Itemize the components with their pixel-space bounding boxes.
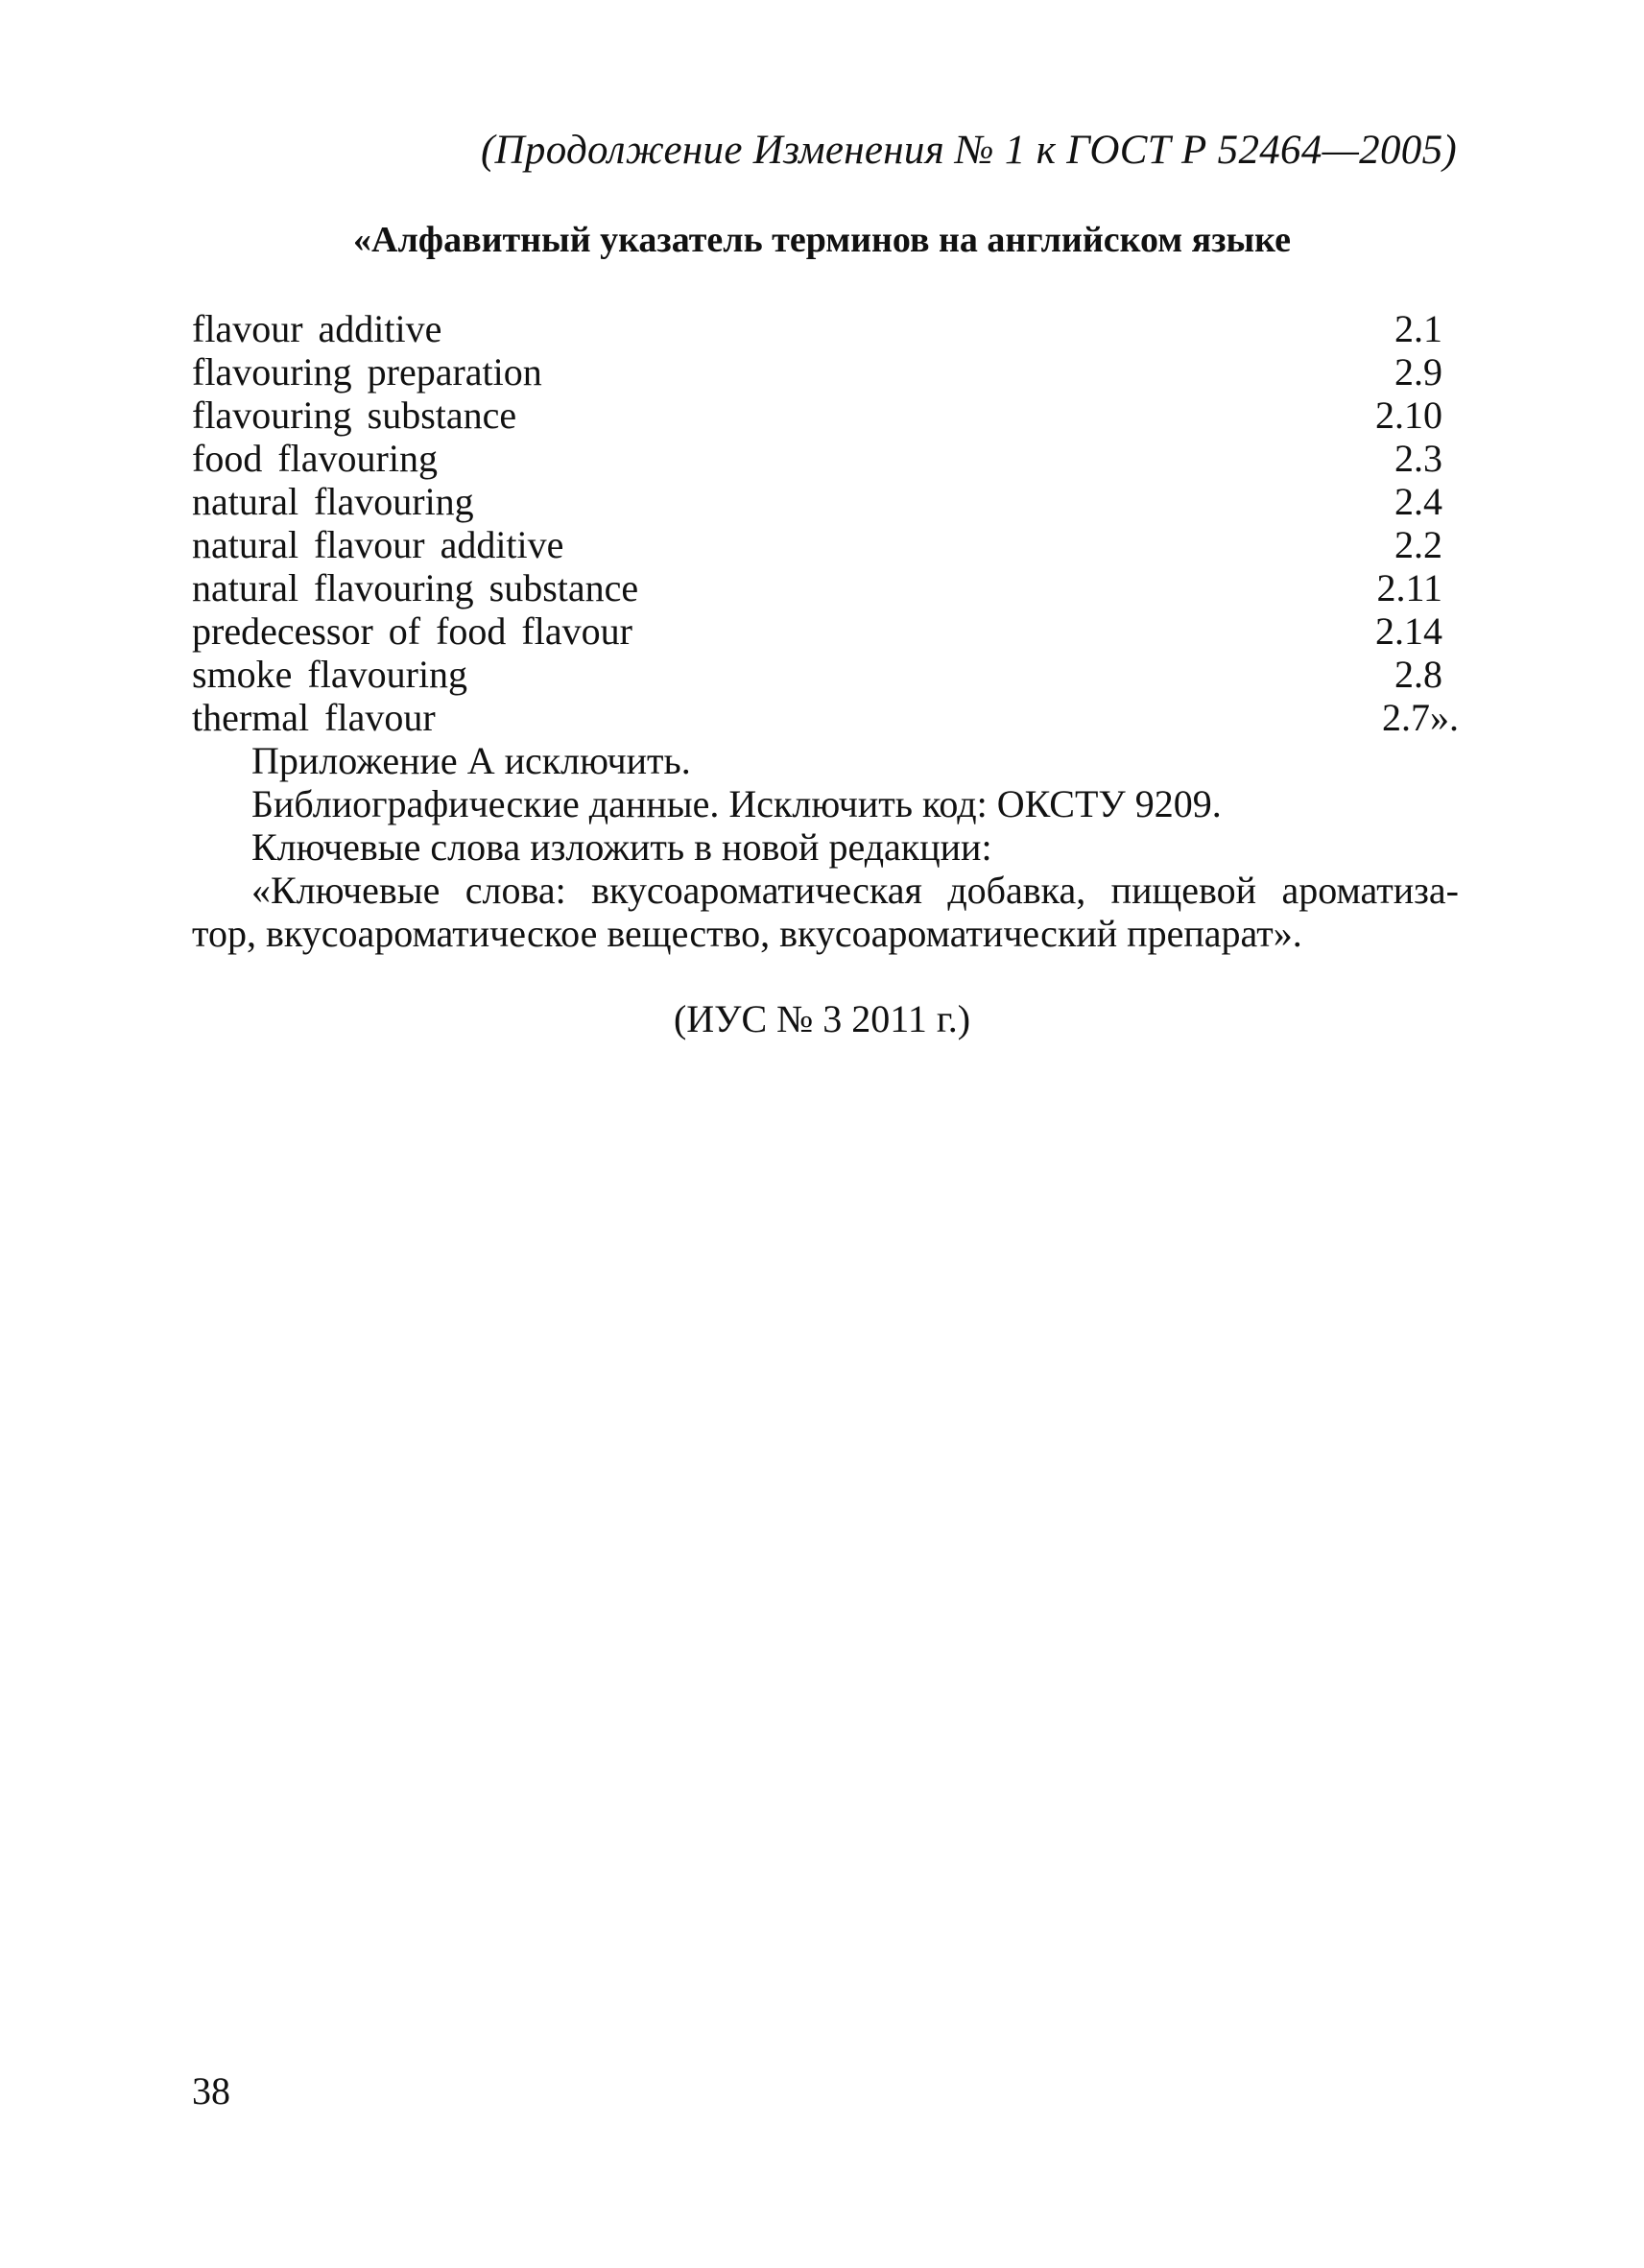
term-row <box>192 653 1459 696</box>
term-row <box>192 609 1459 653</box>
page-number: 38 <box>192 2069 230 2113</box>
continuation-header: (Продолжение Изменения № 1 к ГОСТ Р 52464—2005) <box>480 128 1457 173</box>
term-reference: 2.8 <box>1394 653 1442 696</box>
term-reference: 2.2 <box>1394 523 1442 566</box>
term-name: thermal flavour <box>192 696 436 739</box>
term-row <box>192 307 1459 350</box>
keywords-paragraph-line-1: «Ключевые слова: вкусоароматическая добавка, пищевой ароматиза- <box>251 869 1459 912</box>
term-name: predecessor of food flavour <box>192 609 632 653</box>
term-name: natural flavouring substance <box>192 566 639 609</box>
term-row <box>192 523 1459 566</box>
term-name: flavouring preparation <box>192 350 542 394</box>
term-row <box>192 566 1459 609</box>
term-reference: 2.3 <box>1394 437 1442 480</box>
keywords-paragraph-line-2: тор, вкусоароматическое вещество, вкусоароматический препарат». <box>192 912 1302 955</box>
term-row <box>192 696 1459 739</box>
term-name: smoke flavouring <box>192 653 468 696</box>
appendix-paragraph: Приложение А исключить. <box>251 739 691 782</box>
term-name: food flavouring <box>192 437 438 480</box>
amendment-text <box>192 739 1459 955</box>
source-note: (ИУС № 3 2011 г.) <box>673 997 971 1040</box>
index-title: «Алфавитный указатель терминов на английском языке <box>353 220 1291 260</box>
term-row <box>192 480 1459 523</box>
term-reference: 2.4 <box>1394 480 1442 523</box>
bibliographic-paragraph: Библиографические данные. Исключить код: ОКСТУ 9209. <box>251 782 1222 825</box>
term-name: natural flavouring <box>192 480 474 523</box>
term-reference: 2.7». <box>1382 696 1459 739</box>
term-name: flavouring substance <box>192 394 517 437</box>
term-name: flavour additive <box>192 307 442 350</box>
term-reference: 2.1 <box>1394 307 1442 350</box>
term-reference: 2.11 <box>1376 566 1442 609</box>
term-row <box>192 350 1459 394</box>
term-reference: 2.9 <box>1394 350 1442 394</box>
term-index-list <box>192 307 1459 739</box>
term-reference: 2.10 <box>1375 394 1442 437</box>
keywords-intro-paragraph: Ключевые слова изложить в новой редакции: <box>251 825 992 869</box>
term-reference: 2.14 <box>1375 609 1442 653</box>
term-row <box>192 394 1459 437</box>
term-row <box>192 437 1459 480</box>
term-name: natural flavour additive <box>192 523 564 566</box>
